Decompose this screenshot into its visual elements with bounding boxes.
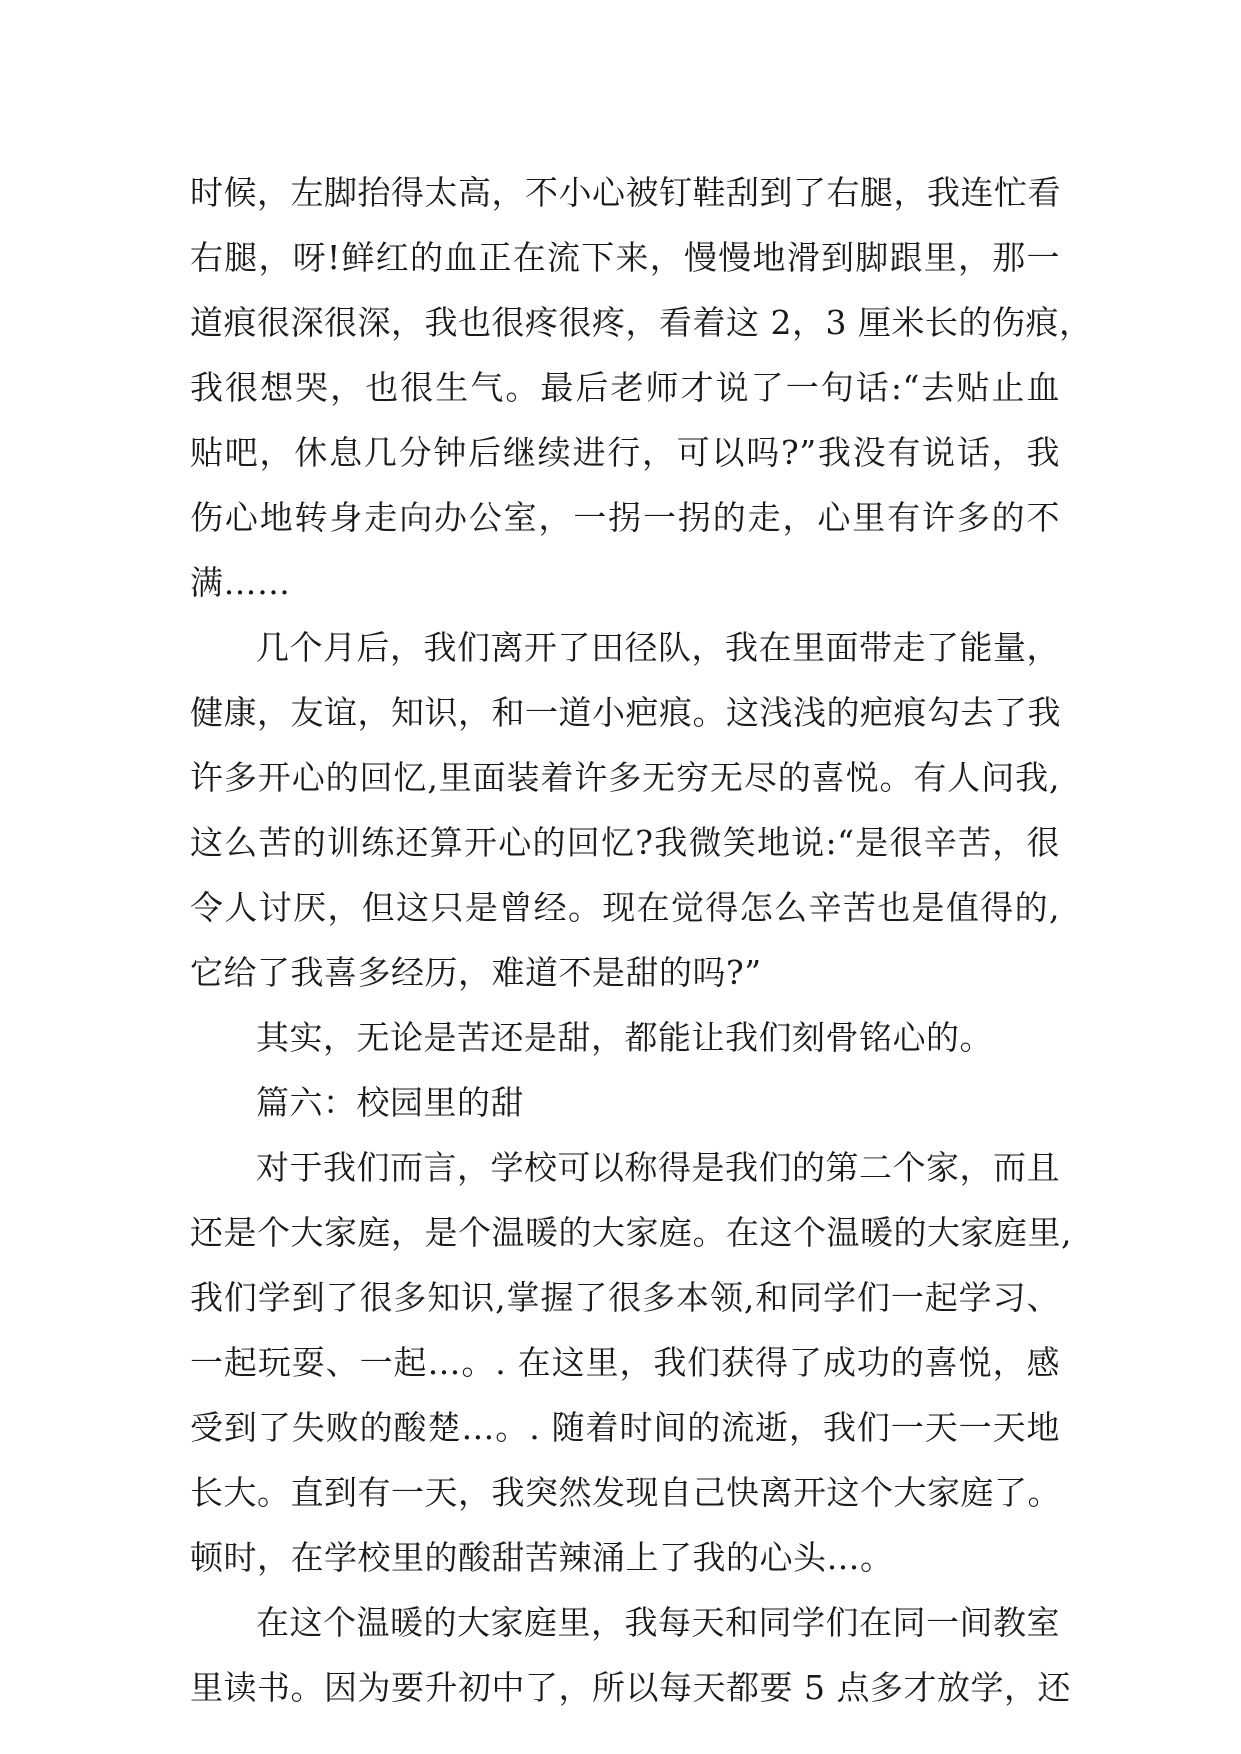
text-line: 许多开心的回忆,里面装着许多无穷无尽的喜悦。有人问我, [190,758,1060,797]
text-line: 几个月后，我们离开了田径队，我在里面带走了能量， [256,628,1060,667]
text-line: 里读书。因为要升初中了，所以每天都要 5 点多才放学，还 [190,1668,1071,1707]
text-line: 右腿，呀!鲜红的血正在流下来，慢慢地滑到脚跟里，那一 [190,238,1060,277]
text-line: 还是个大家庭，是个温暖的大家庭。在这个温暖的大家庭里, [190,1213,1072,1252]
document-body [190,160,1093,1720]
text-line: 贴吧，休息几分钟后继续进行，可以吗?”我没有说话，我 [190,433,1060,472]
text-line: 在这个温暖的大家庭里，我每天和同学们在同一间教室 [256,1603,1060,1642]
text-line: 长大。直到有一天，我突然发现自己快离开这个大家庭了。 [190,1473,1061,1512]
text-line: 我们学到了很多知识,掌握了很多本领,和同学们一起学习、 [190,1278,1060,1317]
text-line: 令人讨厌，但这只是曾经。现在觉得怎么辛苦也是值得的, [190,888,1060,927]
text-line: 一起玩耍、一起…。. 在这里，我们获得了成功的喜悦，感 [190,1343,1060,1382]
text-line: 对于我们而言，学校可以称得是我们的第二个家，而且 [256,1148,1060,1187]
text-line: 受到了失败的酸楚…。. 随着时间的流逝，我们一天一天地 [190,1408,1060,1447]
text-line: 健康，友谊，知识，和一道小疤痕。这浅浅的疤痕勾去了我 [190,693,1061,732]
text-line: 它给了我喜多经历，难道不是甜的吗?” [190,953,762,992]
text-line: 满…… [190,563,291,602]
text-line: 伤心地转身走向办公室，一拐一拐的走，心里有许多的不 [190,498,1060,537]
text-line: 其实，无论是苦还是甜，都能让我们刻骨铭心的。 [256,1018,993,1057]
text-line: 我很想哭，也很生气。最后老师才说了一句话:“去贴止血 [190,368,1060,407]
text-line: 顿时，在学校里的酸甜苦辣涌上了我的心头…。 [190,1538,894,1577]
text-line: 这么苦的训练还算开心的回忆?我微笑地说:“是很辛苦，很 [190,823,1060,862]
text-line: 道痕很深很深，我也很疼很疼，看着这 2，3 厘米长的伤痕， [190,303,1093,342]
text-line: 时候，左脚抬得太高，不小心被钉鞋刮到了右腿，我连忙看 [190,173,1061,212]
section-heading: 篇六：校园里的甜 [256,1083,524,1122]
